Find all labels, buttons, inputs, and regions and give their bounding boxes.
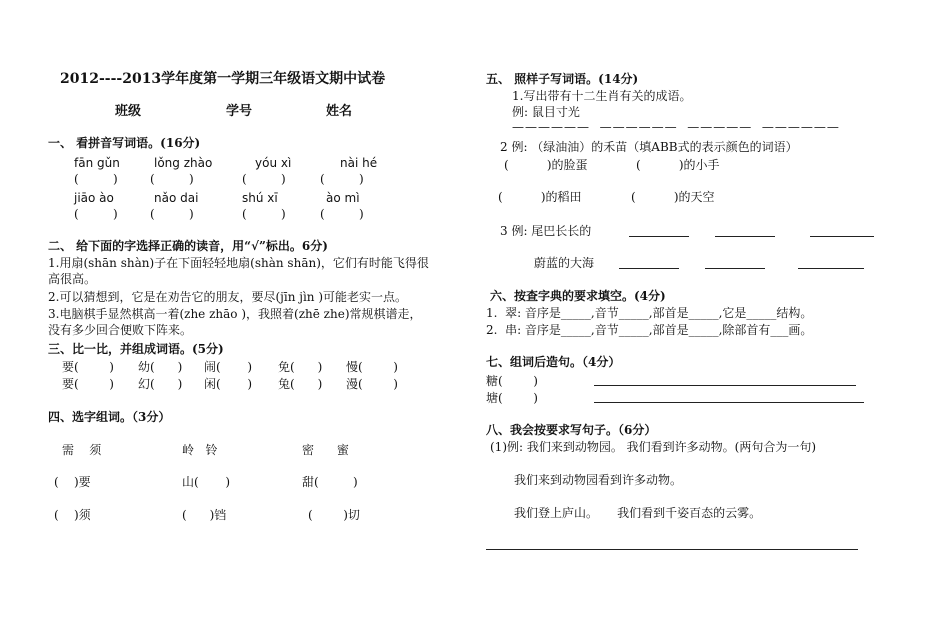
answer-blank[interactable]: ( ) (74, 207, 118, 221)
answer-blank[interactable]: ( ) (320, 207, 364, 221)
choose-blank[interactable]: ( )须 (54, 508, 91, 522)
compare-word[interactable]: 漫( ) (346, 377, 398, 391)
s8-example: (1)例: 我们来到动物园。 我们看到许多动物。(两句合为一句) (490, 440, 817, 454)
compare-word[interactable]: 要( ) (62, 377, 114, 391)
section-1-heading: 一、 看拼音写词语。(16分) (48, 136, 201, 150)
s5-q1-example: 例: 鼠目寸光 (512, 105, 580, 119)
answer-blank[interactable]: ( ) (242, 172, 286, 186)
choose-blank[interactable]: 山( ) (182, 475, 231, 489)
compare-word[interactable]: 慢( ) (346, 360, 398, 374)
section-8-heading: 八、我会按要求写句子。（6分） (486, 423, 657, 437)
compare-word[interactable]: 要( ) (62, 360, 114, 374)
pinyin-1: fān gǔn (74, 156, 120, 170)
section-3-heading: 三、比一比，并组成词语。(5分) (48, 342, 224, 356)
answer-line[interactable] (619, 268, 679, 269)
pinyin-5: jiāo ào (74, 191, 114, 205)
word-blank[interactable]: 塘( ) (486, 391, 538, 405)
dictionary-line[interactable]: 2. 串: 音序是_____,音节_____,部首是_____,除部首有___画。 (486, 323, 813, 337)
char-pair: 需 须 (62, 443, 102, 457)
s5-q2: 2 例: （绿油油）的禾苗（填ABB式的表示颜色的词语） (500, 140, 798, 154)
sentence-line[interactable] (486, 549, 858, 550)
answer-blank[interactable]: ( ) (150, 207, 194, 221)
answer-line[interactable] (629, 236, 689, 237)
section-2-line: 2.可以猜想到，它是在劝告它的朋友，要尽(jīn jìn )可能老实一点。 (48, 290, 408, 304)
compare-word[interactable]: 幻( ) (138, 377, 183, 391)
section-2-line: 没有多少回合便败下阵来。 (48, 323, 193, 337)
answer-line[interactable] (798, 268, 864, 269)
choose-blank[interactable]: 甜( ) (302, 475, 358, 489)
pinyin-6: nǎo dai (154, 191, 199, 205)
abb-blank[interactable]: ( )的天空 (631, 190, 715, 204)
pinyin-2: lǒng zhào (154, 156, 213, 170)
s5-q1: 1.写出带有十二生肖有关的成语。 (512, 89, 692, 103)
abb-blank[interactable]: ( )的小手 (636, 158, 720, 172)
section-2-line: 1.用扇(shān shàn)子在下面轻轻地扇(shàn shān)，它们有时能飞得很 (48, 256, 429, 270)
abb-blank[interactable]: ( )的脸蛋 (504, 158, 588, 172)
section-5-heading: 五、 照样子写词语。(14分) (486, 72, 639, 86)
section-4-heading: 四、选字组词。（3分） (48, 410, 171, 424)
class-field-label: 班级 (115, 104, 142, 119)
name-field-label: 姓名 (326, 104, 353, 119)
char-pair: 岭 铃 (182, 443, 218, 457)
compare-word[interactable]: 兔( ) (278, 377, 323, 391)
answer-blank[interactable]: ( ) (320, 172, 364, 186)
section-2-heading: 二、 给下面的字选择正确的读音，用“√”标出。6分) (48, 239, 328, 253)
answer-blank[interactable]: ( ) (74, 172, 118, 186)
word-blank[interactable]: 糖( ) (486, 374, 538, 388)
idiom-blanks[interactable]: —————— —————— ————— —————— (512, 120, 840, 134)
answer-line[interactable] (810, 236, 874, 237)
section-7-heading: 七、组词后造句。（4分） (486, 355, 621, 369)
abb-blank[interactable]: ( )的稻田 (498, 190, 582, 204)
pinyin-7: shú xī (242, 191, 278, 205)
student-id-field-label: 学号 (226, 104, 253, 119)
pinyin-3: yóu xì (255, 156, 292, 170)
s8-task: 我们登上庐山。 我们看到千姿百态的云雾。 (514, 506, 762, 520)
choose-blank[interactable]: ( )要 (54, 475, 91, 489)
char-pair: 密 蜜 (302, 443, 349, 457)
sentence-line[interactable] (594, 402, 864, 403)
compare-word[interactable]: 幼( ) (138, 360, 183, 374)
section-2-line: 3.电脑棋手显然棋高一着(zhe zhāo )，我照着(zhē zhe)常规棋谱走， (48, 307, 422, 321)
s5-q3-second: 蔚蓝的大海 (534, 256, 595, 270)
answer-line[interactable] (715, 236, 775, 237)
pinyin-4: nài hé (340, 156, 378, 170)
choose-blank[interactable]: ( )切 (308, 508, 360, 522)
answer-blank[interactable]: ( ) (242, 207, 286, 221)
section-2-line: 高很高。 (48, 272, 97, 286)
answer-line[interactable] (705, 268, 765, 269)
answer-blank[interactable]: ( ) (150, 172, 194, 186)
choose-blank[interactable]: ( )铛 (182, 508, 227, 522)
compare-word[interactable]: 闹( ) (204, 360, 253, 374)
dictionary-line[interactable]: 1. 翠: 音序是_____,音节_____,部首是_____,它是_____结构。 (486, 306, 813, 320)
compare-word[interactable]: 免( ) (278, 360, 323, 374)
page-title: 2012----2013学年度第一学期三年级语文期中试卷 (60, 71, 386, 87)
s8-example-answer: 我们来到动物园看到许多动物。 (514, 473, 683, 487)
section-6-heading: 六、按查字典的要求填空。(4分) (490, 289, 666, 303)
sentence-line[interactable] (594, 385, 856, 386)
pinyin-8: ào mì (326, 191, 360, 205)
compare-word[interactable]: 闲( ) (204, 377, 253, 391)
s5-q3-example: 3 例: 尾巴长长的 (500, 224, 592, 238)
